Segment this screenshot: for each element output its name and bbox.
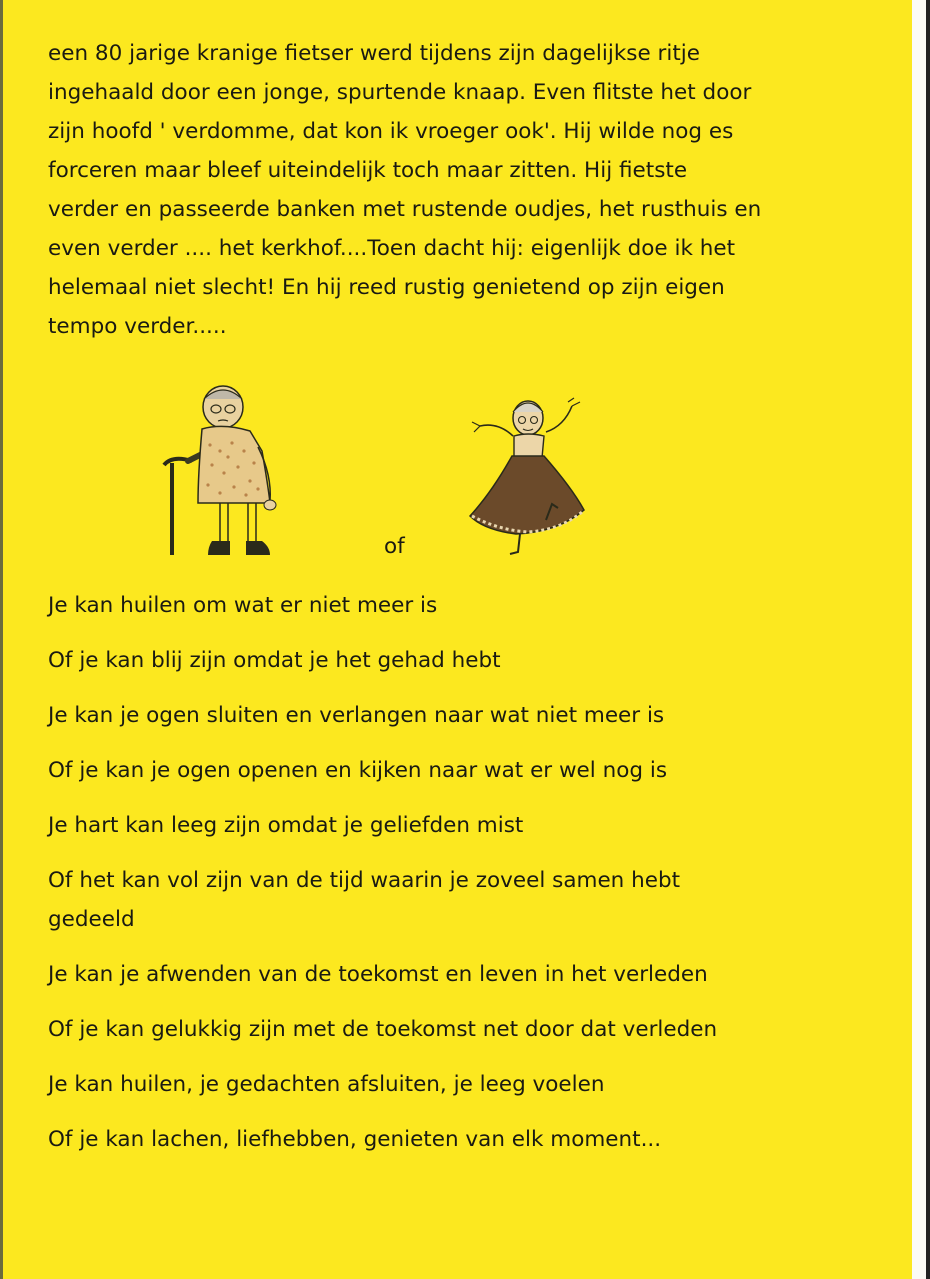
story-line: forceren maar bleef uiteindelijk toch maar zitten. Hij fietste bbox=[48, 158, 688, 183]
story-line: ingehaald door een jonge, spurtende knaap. Even flitste het door bbox=[48, 80, 752, 105]
poem-line: Je kan huilen om wat er niet meer is bbox=[48, 593, 438, 618]
story-paragraph bbox=[48, 34, 848, 346]
poem-line: Je kan je ogen sluiten en verlangen naar wat niet meer is bbox=[48, 703, 665, 728]
poem-line: Of je kan blij zijn omdat je het gehad hebt bbox=[48, 648, 501, 673]
poem bbox=[48, 586, 868, 1175]
story-line: zijn hoofd ' verdomme, dat kon ik vroeger ook'. Hij wilde nog es bbox=[48, 119, 734, 144]
story-line: tempo verder..... bbox=[48, 314, 227, 339]
dancing-old-woman-icon bbox=[468, 392, 588, 557]
poem-line-part: gedeeld bbox=[48, 907, 135, 932]
poem-line: Of je kan gelukkig zijn met de toekomst net door dat verleden bbox=[48, 1017, 718, 1042]
story-line: een 80 jarige kranige fietser werd tijdens zijn dagelijkse ritje bbox=[48, 41, 700, 66]
poem-line bbox=[48, 861, 868, 939]
poem-line: Of je kan je ogen openen en kijken naar wat er wel nog is bbox=[48, 758, 668, 783]
poem-line: Je hart kan leeg zijn omdat je geliefden mist bbox=[48, 813, 524, 838]
scan-edge bbox=[926, 0, 930, 1279]
poem-line: Je kan je afwenden van de toekomst en leven in het verleden bbox=[48, 962, 708, 987]
of-label: of bbox=[384, 534, 405, 559]
poem-line-part: Of het kan vol zijn van de tijd waarin je zoveel samen hebt bbox=[48, 868, 681, 893]
poem-line: Je kan huilen, je gedachten afsluiten, je leeg voelen bbox=[48, 1072, 605, 1097]
poem-line: Of je kan lachen, liefhebben, genieten van elk moment... bbox=[48, 1127, 662, 1152]
old-woman-with-cane-icon bbox=[158, 385, 303, 560]
story-line: verder en passeerde banken met rustende oudjes, het rusthuis en bbox=[48, 197, 762, 222]
story-line: helemaal niet slecht! En hij reed rustig genietend op zijn eigen bbox=[48, 275, 725, 300]
story-line: even verder .... het kerkhof....Toen dacht hij: eigenlijk doe ik het bbox=[48, 236, 736, 261]
